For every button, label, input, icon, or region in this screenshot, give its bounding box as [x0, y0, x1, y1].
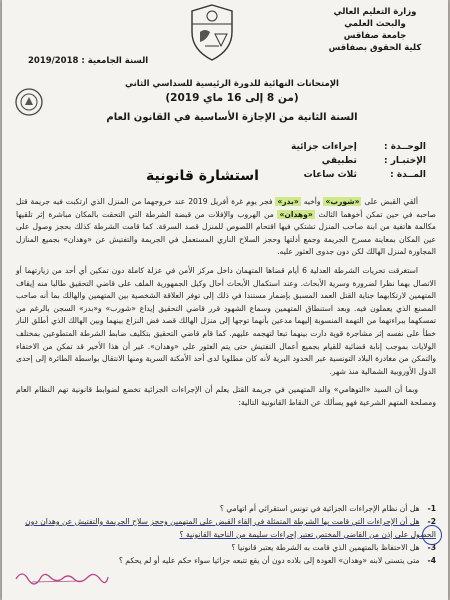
question-item — [16, 515, 436, 541]
question-text: متى يتسنى لابنه «وهدان» العودة إلى بلاده دون أن يقع تتبعه جزائيا سواء حكم عليه أو لم يحكم ؟ — [118, 556, 420, 565]
text-run: ألقي القبض على — [364, 197, 418, 206]
exam-level: السنة الثانية من الإجازة الأساسية في القانون العام — [106, 112, 358, 123]
case-text — [16, 196, 436, 416]
meta-value: إجراءات جزائية — [291, 142, 357, 152]
exam-dates: (من 8 إلى 16 ماي 2019) — [165, 92, 299, 104]
highlighted-name: «شورب» — [325, 197, 360, 206]
question-number: 4- — [427, 556, 436, 565]
case-paragraph-3: وبما أن السيد «التوهامي» والد المتهمين في جريمة القتل يعلم أن الإجراءات الجزائية تخضع لضوابط قانونية تهم النظام العام ومصلحة المتهم الشرعية فهو يسألك عن النقاط القانونية التالية: — [16, 385, 436, 407]
highlighted-name: «بدر» — [277, 197, 299, 206]
faculty-logo-icon — [14, 87, 44, 117]
meta-row — [16, 142, 426, 156]
handwritten-note — [12, 565, 112, 585]
meta-key: الإختبـار : — [384, 156, 426, 166]
question-list — [16, 502, 436, 567]
text-run: فجر يوم غرة أفريل 2019 عند خروجهما من المنزل الذي ارتكبت فيه جريمة قتل صاحبه في حين تمكن أخوهما الثالث — [16, 197, 436, 219]
tunisia-coat-of-arms-icon — [185, 2, 239, 64]
text-run: من الهروب والإفلات من قبضة الشرطة التي التحقت بالمكان مباشرة إثر تلقيها مكالمة هاتفية من ابنة صاحب المنزل تشتكي فيها اقتحام اللصوص للمنزل قصد السرقة. كما قامت الشرطة كذلك بحجز وصول على عين المكان بمعاينة مسرح الجريمة وجمع أدلتها وحجز السلاح الناري المستعمل في الجريمة والتفتيش عن «وهدان» بجميع المنازل المجاورة لمنزل الهالك لكن دون جدوى العثور عليه. — [16, 209, 436, 257]
consultation-title: استشارة قانونية — [146, 168, 259, 184]
text-run: وأخيه — [303, 197, 321, 206]
question-item — [16, 502, 436, 515]
case-paragraph-2: استغرقت تحريات الشرطة العدلية 6 أيام قضاها المتهمان داخل مركز الأمن في عزلة كاملة دون تمكين أي أحد من زيارتهما أو الاتصال بهما نظرا لضرورة وسرية الأبحاث. وعند استكمال الأبحاث أحال وكيل الجمهورية الملف على قاضي التحقيق طالبا منه إيقاف المتهمين لارتكابهما جناية القتل العمد المسبق بإضمار مستندا في ذلك إلى توفر العلاقة الشخصية بين المتهمين والهالك بما أنه صاحب المصنع الذي يعملون فيه. وبعد استنطاق المتهمين وسماع الشهود قرر قاضي التحقيق إيداع «شورب» و«بدر» السجن بالرغم من تمسكهما ببراءتهما من التهمة المنسوبة إليهما مدعين بأنهما توجها إلى منزل الهالك قصد فض النزاع بينهما وبين الهالك الذي أطلق النار خطأ على نفسه إثر مشاجرة قوية دارت بينهما تبعا لتهجمه عليهم. كما قام قاضي التحقيق بتكليف ضابط الشرطة المتطوعين بمختلف الولايات بموجب إنابة قضائية للقيام بجميع أعمال التفتيش حتى يتم العثور على «وهدان». غير أن هذا الأخير قد تمكن من الاختفاء والتمكن من مغادرة البلاد التونسية عبر الحدود البرية لأنه كان مطلوبا لدى أحد الأمكنة السرية ومنها الانتقال بواسطة الطائرة إلى إحدى الدول الأوروبية الشمالية منذ شهر. — [16, 265, 436, 376]
institution-header — [316, 6, 434, 54]
institution-line: كلية الحقوق بصفاقس — [328, 43, 422, 53]
question-text: هل الاحتفاظ بالمتهمين الذي قامت به الشرطة يعتبر قانونيا ؟ — [231, 543, 420, 552]
academic-year: السنة الجامعية : 2019/2018 — [28, 56, 149, 66]
question-number: 1- — [427, 504, 436, 513]
exam-page — [2, 0, 448, 600]
question-item — [16, 541, 436, 554]
pen-circle-mark — [422, 525, 442, 545]
question-text: هل أن الإجراءات التي قامت بها الشرطة المتمثلة في إلقاء القبض على المتهمين وحجز سلاح الجريمة والتفتيش عن وهدان دون الحصول على إذن من القاضي المختص تعتبر إجراءات سليمة من الناحية القانونية ؟ — [25, 517, 436, 539]
exam-title: الإمتحانات النهائية للدورة الرئيسية للسداسي الثاني — [125, 79, 339, 89]
meta-value: ثلاث ساعات — [303, 170, 357, 180]
question-number: 3- — [427, 543, 436, 552]
question-number: 2- — [427, 517, 436, 526]
case-paragraph-1 — [16, 196, 436, 259]
exam-title-block — [62, 78, 402, 126]
meta-key: الوحــدة : — [384, 142, 426, 152]
institution-line: والبحث العلمي — [344, 19, 406, 29]
question-text: هل أن نظام الإجراءات الجزائية في تونس استقرائي أم اتهامي ؟ — [219, 504, 420, 513]
institution-line: جامعة صفاقس — [343, 31, 407, 41]
meta-key: المــدة : — [390, 170, 426, 180]
highlighted-name: «وهدان» — [279, 209, 313, 219]
institution-line: وزارة التعليم العالي — [333, 7, 417, 17]
meta-value: تطبيقي — [321, 156, 357, 166]
